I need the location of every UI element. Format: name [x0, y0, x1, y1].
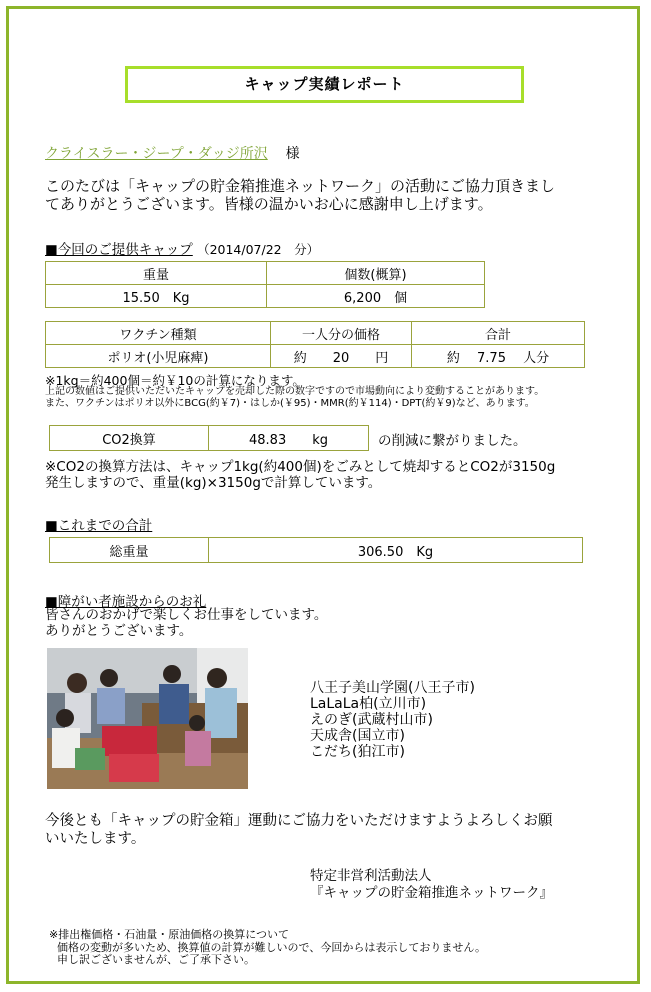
total-table — [49, 537, 583, 563]
co2-note-line: ※CO2の換算方法は、キャップ1kg(約400個)をごみとして焼却するとCO2が3150g — [45, 459, 556, 475]
co2-suffix: の削減に繋がりました。 — [378, 433, 527, 449]
closing-text — [45, 812, 553, 848]
facility-item: 八王子美山学園(八王子市) — [310, 680, 475, 696]
facility-heading: ■障がい者施設からのお礼 — [45, 594, 207, 610]
recipient-honorific: 様 — [285, 146, 300, 162]
closing-line: いいたします。 — [45, 831, 146, 847]
vaccine-price: 約 20 円 — [271, 345, 412, 368]
report-title: キャップ実績レポート — [125, 66, 524, 103]
table-header: 個数(概算) — [267, 262, 485, 285]
total-value: 306.50 Kg — [209, 538, 583, 563]
footnote-line: ※排出権価格・石油量・原油価格の換算について — [49, 928, 289, 941]
current-heading: ■今回のご提供キャップ — [45, 242, 193, 258]
current-date: （2014/07/22 分） — [197, 242, 320, 257]
weight-value: 15.50 Kg — [46, 285, 267, 308]
thanks-text — [45, 177, 555, 213]
total-section-heading — [45, 514, 152, 534]
current-section-heading — [45, 238, 319, 258]
co2-label: CO2換算 — [50, 426, 209, 451]
recipient-name-link[interactable]: クライスラー・ジープ・ダッジ所沢 — [45, 146, 268, 162]
table-header: 合計 — [412, 322, 585, 345]
co2-table — [49, 425, 369, 451]
co2-value: 48.83 kg — [209, 426, 369, 451]
thanks-line: このたびは「キャップの貯金箱推進ネットワーク」の活動にご協力頂きまし — [45, 177, 556, 195]
facility-item: えのぎ(武蔵村山市) — [310, 712, 433, 728]
footnote — [49, 929, 486, 967]
sender-line: 特定非営利活動法人 — [310, 868, 432, 884]
vaccine-total: 約 7.75 人分 — [412, 345, 585, 368]
table-header: 一人分の価格 — [271, 322, 412, 345]
vaccine-table — [45, 321, 585, 368]
weight-count-table — [45, 261, 485, 308]
co2-note-line: 発生しますので、重量(kg)×3150gで計算しています。 — [45, 475, 382, 491]
co2-note — [45, 459, 555, 491]
conversion-note: ※1kg＝約400個＝約￥10の計算になります。 — [45, 373, 305, 388]
small-note-line: 上記の数値はご提供いただいたキャップを売却した際の数字ですので市場動向により変動することがあります。 — [45, 386, 545, 397]
recipient-line — [45, 143, 300, 163]
vaccine-type: ポリオ(小児麻痺) — [46, 345, 271, 368]
total-label: 総重量 — [50, 538, 209, 563]
small-note-line: また、ワクチンはポリオ以外にBCG(約￥7)・はしか(￥95)・MMR(約￥114)・DPT(約￥9)など、あります。 — [45, 398, 535, 409]
footnote-line: 価格の変動が多いため、換算値の計算が難しいので、今回からは表示しておりません。 — [57, 940, 486, 954]
facility-message-line: ありがとうございます。 — [45, 623, 193, 639]
table-header: ワクチン種類 — [46, 322, 271, 345]
facility-message — [45, 607, 327, 639]
workshop-photo — [47, 648, 248, 789]
facility-item: LaLaLa柏(立川市) — [310, 696, 427, 712]
thanks-line: てありがとうございます。皆様の温かいお心に感謝申し上げます。 — [45, 195, 493, 213]
facility-message-line: 皆さんのおかげで楽しくお仕事をしています。 — [45, 607, 328, 623]
table-header: 重量 — [46, 262, 267, 285]
facility-item: こだち(狛江市) — [310, 744, 405, 760]
closing-line: 今後とも「キャップの貯金箱」運動にご協力をいただけますようよろしくお願 — [45, 813, 553, 829]
sender-line: 『キャップの貯金箱推進ネットワーク』 — [310, 885, 553, 901]
total-heading: ■これまでの合計 — [45, 518, 153, 534]
sender-block — [310, 868, 553, 902]
facility-list — [310, 680, 475, 760]
count-value: 6,200 個 — [267, 285, 485, 308]
facility-item: 天成舎(国立市) — [310, 728, 405, 744]
footnote-line: 申し訳ございませんが、ご了承下さい。 — [57, 953, 255, 966]
conversion-small-note — [45, 386, 544, 410]
